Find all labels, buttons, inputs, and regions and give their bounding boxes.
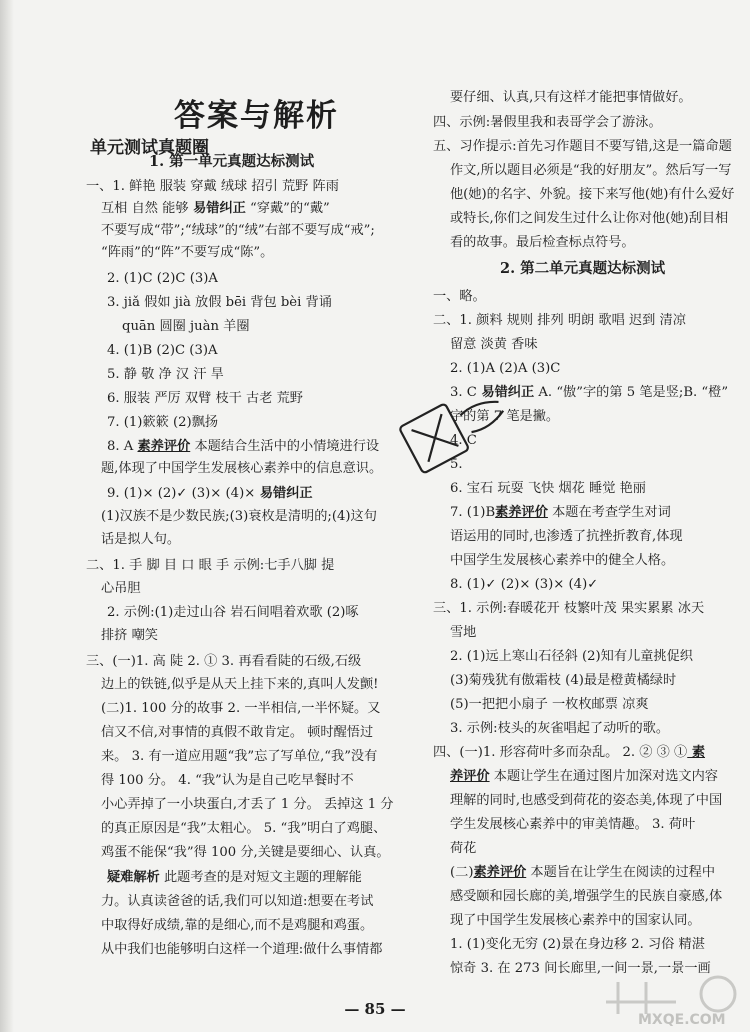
answer-line [86,556,334,576]
answer-line [450,527,683,547]
line-text: 一、略。 [433,289,486,304]
answer-line [101,699,380,719]
line-text: 4. C [450,433,477,448]
line-text: 1. 第一单元真题达标测试 [149,153,315,170]
line-text: 6. 宝石 玩耍 飞快 烟花 睡觉 艳丽 [450,481,646,496]
line-text: 不要写成“带”;“绒球”的“绒”右部不要写成“戒”; [101,223,375,238]
answer-line [101,675,378,695]
line-text: 五、习作提示:首先习作题目不要写错,这是一篇命题 [433,139,732,154]
line-text: 话是拟人句。 [101,532,181,547]
answer-line [101,771,354,791]
answer-line [101,747,377,767]
answer-line [450,431,477,451]
label-underlined: 素养评价 [495,505,548,520]
line-text: 从中我们也能够明白这样一个道理:做什么事情都 [101,942,383,957]
answer-line [86,652,361,672]
line-text: 9. (1)× (2)✓ (3)× (4)× [107,486,256,501]
line-text: 三、1. 示例:春暖花开 枝繁叶茂 果实累累 冰天 [433,601,705,616]
line-text: 本题结合生活中的小情境进行设 [190,439,380,454]
answer-line [450,623,476,643]
answer-line [101,795,394,815]
line-text: 2. 示例:(1)走过山谷 岩石间唱着欢歌 (2)啄 [107,605,359,620]
answer-line [101,843,390,863]
line-text: 1. (1)变化无穷 (2)景在身边移 2. 习俗 精湛 [450,937,705,952]
answer-line [107,341,218,361]
line-text: 字的第 7 笔是撇。 [450,409,560,424]
answer-line [450,911,701,931]
line-text: 荷花 [450,841,477,856]
answer-line [107,484,313,504]
label-underlined: 素 [687,745,706,760]
line-text: 作文,所以题目必须是“我的好朋友”。然后写一写 [450,163,732,178]
line-text: 2. (1)远上寒山石径斜 (2)知有儿童挑促织 [450,649,693,664]
answer-line [433,137,732,157]
answer-line [450,185,734,205]
answer-line [450,575,598,595]
line-text: 惊奇 3. 在 273 间长廊里,一间一景,一景一画 [450,961,711,976]
answer-line [433,287,486,307]
answer-line [450,335,538,355]
line-text: 8. (1)✓ (2)× (3)× (4)✓ [450,577,599,592]
line-text: A. “傲”字的第 5 笔是竖;B. “橙” [534,385,729,400]
line-text: 或特长,你们之间发生过什么让你对他(她)刮目相 [450,211,729,226]
answer-line [450,935,705,955]
answer-line [450,503,671,523]
page-title: 答案与解析 [174,98,339,134]
answer-line [101,459,382,479]
line-text: (二)1. 100 分的故事 2. 一半相信,一半怀疑。又 [101,701,381,716]
answer-line [107,365,224,385]
answer-line [450,863,715,883]
answer-line [450,791,722,811]
line-text: 他(她)的名字、外貌。接下来写他(她)有什么爱好 [450,187,735,202]
answer-line [433,311,686,331]
line-text: 5. [450,457,463,472]
line-text: 2. 第二单元真题达标测试 [500,260,666,277]
line-text: (1)汉族不是少数民族;(3)衰枚是清明的;(4)这句 [101,509,377,524]
answer-line [101,243,273,263]
answer-line [450,407,559,427]
answer-line [450,839,476,859]
answer-line [433,743,705,763]
answer-line [107,389,303,409]
line-text: 鸡蛋不能保“我”得 100 分,关键是要细心、认真。 [101,845,390,860]
line-text: 2. (1)C (2)C (3)A [107,271,218,286]
answer-line [101,892,373,912]
answer-line [450,455,463,475]
label-underlined: 养评价 [450,769,490,784]
line-text: 心吊胆 [101,581,141,596]
answer-line [433,599,704,619]
line-text: 题,体现了中国学生发展核心素养中的信息意识。 [101,461,383,476]
answer-line [450,359,560,379]
line-text: 2. (1)A (2)A (3)C [450,361,561,376]
answer-line [107,868,362,888]
answer-line [450,767,718,787]
line-text: 要仔细、认真,只有这样才能把事情做好。 [450,90,692,105]
answer-line [107,413,218,433]
label-underlined: 素养评价 [137,439,191,454]
line-text: 得 100 分。 4. “我”认为是自己吃早餐时不 [101,773,354,788]
answer-line [450,887,722,907]
line-text: (二) [450,865,474,880]
line-text: 力。认真读爸爸的话,我们可以知道:想要在考试 [101,894,374,909]
answer-line [450,479,646,499]
line-text: 8. A [107,439,138,454]
line-text: 6. 服装 严厉 双臂 枝干 古老 荒野 [107,391,303,406]
answer-line [450,671,676,691]
sub-heading [500,259,665,279]
page-number: — 85 — [344,1000,406,1018]
answer-line [107,603,359,623]
line-text: 7. (1)B [450,505,496,520]
line-text: 中取得好成绩,靠的是细心,而不是鸡腿和鸡蛋。 [101,918,374,933]
line-text: 学生发展核心素养中的审美情趣。 3. 荷叶 [450,817,696,832]
line-text: 边上的铁链,似乎是从天上挂下来的,真叫人发颤! [101,677,379,692]
line-text: 现了中国学生发展核心素养中的国家认同。 [450,913,701,928]
answer-line [107,269,218,289]
line-text: 4. (1)B (2)C (3)A [107,343,218,358]
line-text: 一、1. 鲜艳 服装 穿戴 绒球 招引 荒野 阵雨 [86,179,339,194]
answer-line [101,626,158,646]
line-text: (5)一把把小扇子 一枚枚邮票 凉爽 [450,697,649,712]
line-text: 本题旨在让学生在阅读的过程中 [526,865,716,880]
answer-line [101,940,382,960]
answer-line [107,437,379,457]
line-text: 三、(一)1. 高 陡 2. ① 3. 再看看陡的石级,石级 [86,654,362,669]
line-text: 四、(一)1. 形容荷叶多而杂乱。 2. ② ③ ① [433,745,688,760]
answer-line [122,317,250,337]
answer-line [101,579,141,599]
line-text: quān 圆圈 juàn 羊圈 [122,319,250,334]
line-text: 本题在考查学生对词 [547,505,671,520]
line-text: 二、1. 手 脚 目 口 眼 手 示例:七手八脚 提 [86,558,335,573]
line-text: 语运用的同时,也渗透了抗挫折教育,体现 [450,529,683,544]
answer-line [433,113,662,133]
line-text: 7. (1)簌簌 (2)飘扬 [107,415,219,430]
line-text: 互相 自然 能够 [101,201,189,216]
svg-text:MXQE.COM: MXQE.COM [638,1012,726,1028]
line-text: (3)菊残犹有傲霜枝 (4)最是橙黄橘绿时 [450,673,677,688]
line-text: 看的故事。最后检查标点符号。 [450,235,635,250]
line-text: 小心弄掉了一小块蛋白,才丢了 1 分。 丢掉这 1 分 [101,797,394,812]
line-text: 的真正原因是“我”太粗心。 5. “我”明白了鸡腿、 [101,821,387,836]
answer-line [101,530,180,550]
line-text: 二、1. 颜料 规则 排列 明朗 歌唱 迟到 清凉 [433,313,686,328]
answer-line [101,221,375,241]
answer-line [450,383,728,403]
answer-line [450,233,635,253]
line-text: 来。 3. 有一道应用题“我”忘了写单位,“我”没有 [101,749,378,764]
line-text: 本题让学生在通过图片加深对选文内容 [489,769,718,784]
answer-line [450,815,695,835]
label-bold: 疑难解析 [107,870,160,885]
answer-line [450,695,649,715]
label-bold: 易错纠正 [255,486,313,501]
line-text: 感受颐和园长廊的美,增强学生的民族自豪感,体 [450,889,723,904]
line-text: 5. 静 敬 净 汉 汗 旱 [107,367,224,382]
label-bold: 易错纠正 [476,385,535,400]
line-text: 3. jiǎ 假如 jià 放假 bēi 背包 bèi 背诵 [107,295,332,310]
answer-line [101,723,373,743]
answer-line [101,819,386,839]
label-bold: 易错纠正 [188,201,246,216]
answer-line [101,507,377,527]
line-text: 信又不信,对事情的真假不敢肯定。 顿时醒悟过 [101,725,374,740]
line-text: 3. C [450,385,477,400]
line-text: “穿戴”的“戴” [245,201,330,216]
line-text: 雪地 [450,625,477,640]
answer-line [450,551,674,571]
page-edge [0,0,14,1032]
answer-line [101,916,373,936]
line-text: 四、示例:暑假里我和表哥学会了游泳。 [433,115,662,130]
answer-line [450,719,669,739]
line-text: 留意 淡黄 香味 [450,337,538,352]
answer-line [450,647,693,667]
answer-line [450,88,692,108]
answer-line [450,161,731,181]
line-text: 理解的同时,也感受到荷花的姿态美,体现了中国 [450,793,723,808]
answer-line [101,199,330,219]
line-text: “阵雨”的“阵”不要写成“陈”。 [101,245,274,260]
answer-line [450,209,728,229]
line-text: 排挤 嘲笑 [101,628,158,643]
line-text: 此题考查的是对短文主题的理解能 [159,870,362,885]
label-underlined: 素养评价 [473,865,527,880]
section-heading: 单元测试真题圈 [90,138,209,158]
line-text: 3. 示例:枝头的灰雀唱起了动听的歌。 [450,721,670,736]
sub-heading [149,152,314,172]
line-text: 中国学生发展核心素养中的健全人格。 [450,553,675,568]
answer-line [107,293,332,313]
answer-line [86,177,339,197]
